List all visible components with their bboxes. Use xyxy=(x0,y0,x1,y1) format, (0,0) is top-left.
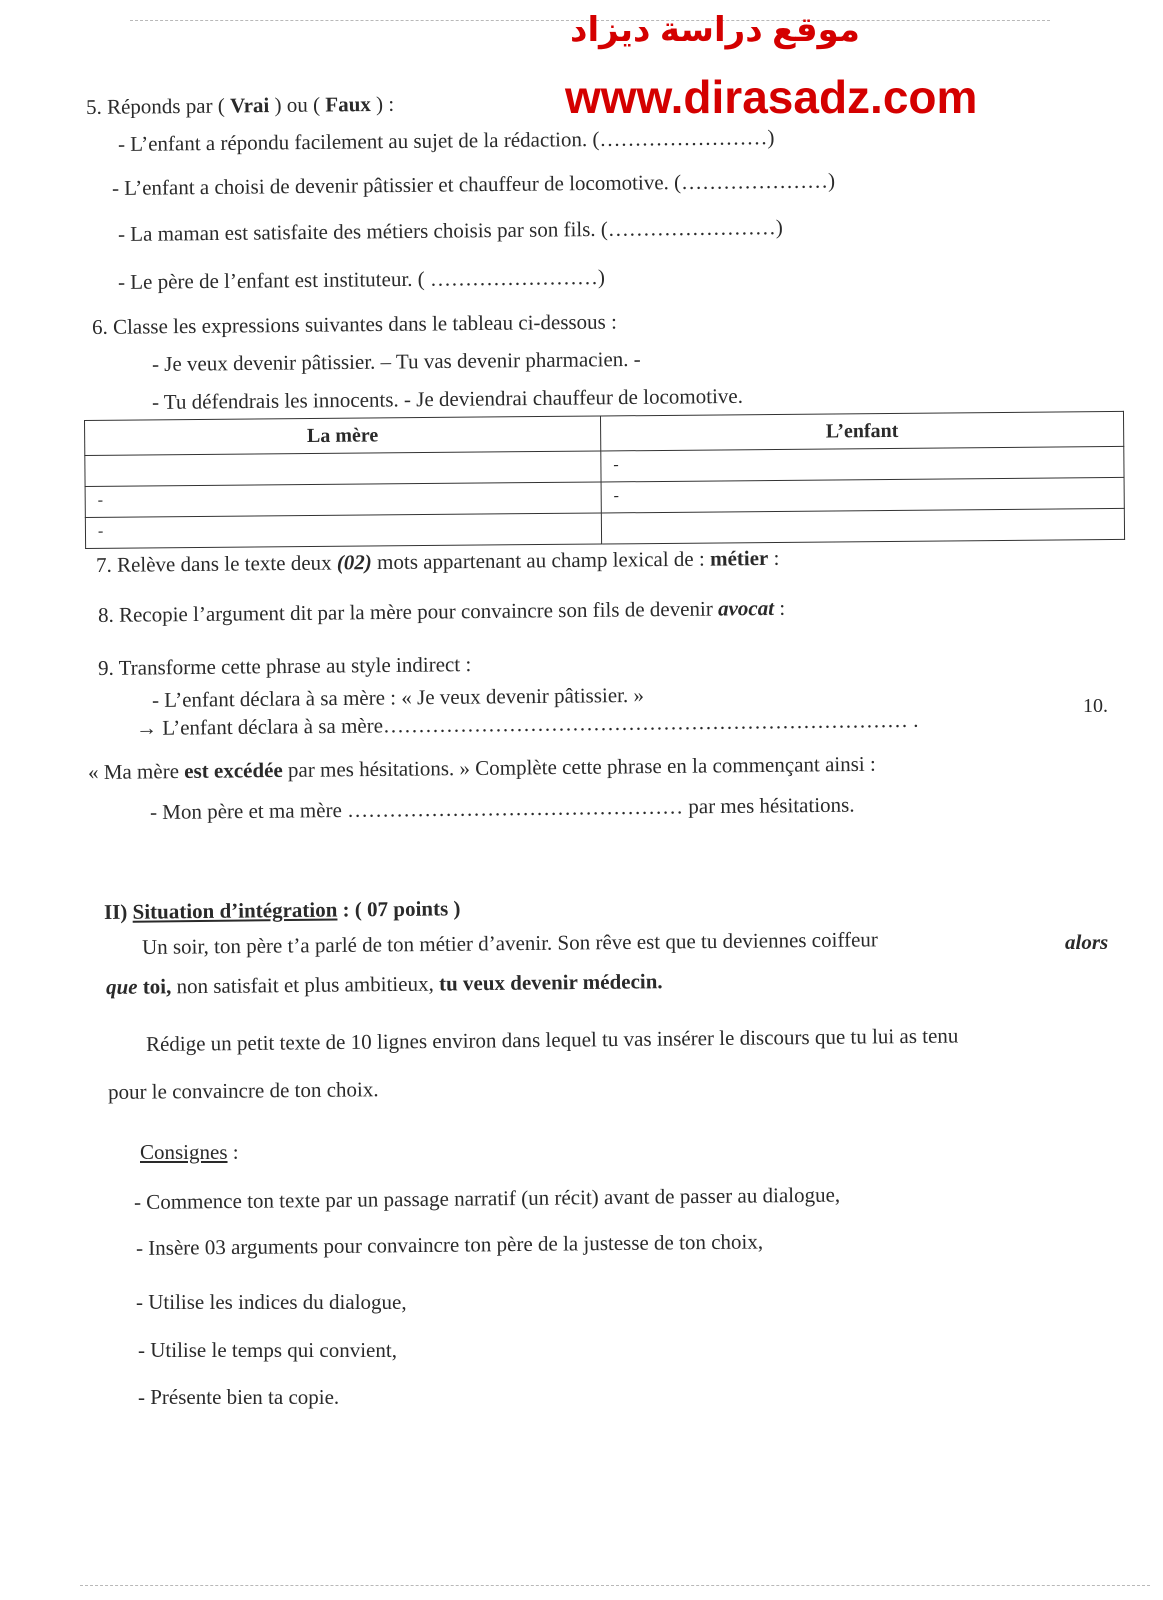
q8 xyxy=(98,596,785,628)
q8-before: 8. Recopie l’argument dit par la mère pour convaincre son fils de devenir xyxy=(97,596,719,627)
q10-before: « Ma mère xyxy=(87,758,185,784)
q10-statement xyxy=(88,752,876,785)
table-cell[interactable]: - xyxy=(601,477,1124,513)
q5-item-2: - L’enfant a choisi de devenir pâtissier et chauffeur de locomotive. (…………………) xyxy=(111,168,836,200)
q7 xyxy=(96,546,780,578)
scan-line-bottom xyxy=(80,1585,1150,1586)
q5-item-1: - L’enfant a répondu facilement au sujet de la rédaction. (……………………) xyxy=(117,125,775,156)
q9-title: 9. Transforme cette phrase au style indirect : xyxy=(97,652,472,680)
table-cell[interactable] xyxy=(601,508,1124,544)
section2-p1-line1: Un soir, ton père t’a parlé de ton métier d’avenir. Son rêve est que tu deviennes coiffeur xyxy=(141,927,878,959)
q7-after: : xyxy=(768,545,780,570)
section2-p1-c: tu veux devenir médecin. xyxy=(438,969,663,996)
consigne-item-3: - Utilise les indices du dialogue, xyxy=(136,1290,407,1314)
table-cell[interactable]: - xyxy=(85,482,601,518)
section2-p1-alors: alors xyxy=(1065,930,1109,954)
q6-line-2: - Tu défendrais les innocents. - Je deviendrai chauffeur de locomotive. xyxy=(151,383,744,414)
q7-before: 7. Relève dans le texte deux xyxy=(95,550,337,577)
table-cell[interactable]: - xyxy=(85,513,601,549)
q10-answer-line[interactable]: - Mon père et ma mère ………………………………………… par mes hésitations. xyxy=(149,792,855,824)
section2-p1-toi: toi, xyxy=(137,974,172,999)
consignes-colon: : xyxy=(227,1140,239,1164)
consigne-item-1: - Commence ton texte par un passage narratif (un récit) avant de passer au dialogue, xyxy=(133,1182,841,1214)
q8-word: avocat xyxy=(717,595,775,621)
q10-after: par mes hésitations. » Complète cette phrase en la commençant ainsi : xyxy=(282,751,876,782)
section2-p1-que: que xyxy=(105,974,138,999)
q9-answer-line[interactable]: → L’enfant déclara à sa mère………………………………………………………………… . xyxy=(135,707,919,740)
table-header-enfant: L’enfant xyxy=(600,411,1123,451)
q5-item-4: - Le père de l’enfant est instituteur. ( ……………………) xyxy=(117,264,606,294)
margin-number: 10. xyxy=(1083,695,1108,717)
watermark-url: www.dirasadz.com xyxy=(565,71,978,123)
q6-line-1: - Je veux devenir pâtissier. – Tu vas devenir pharmacien. - xyxy=(151,346,641,376)
consignes-heading xyxy=(140,1140,239,1165)
q5-title xyxy=(86,92,394,120)
q5-middle: ) ou ( xyxy=(269,92,326,118)
section2-p1-line2 xyxy=(106,969,663,1000)
q5-suffix: ) : xyxy=(370,91,395,117)
table-cell[interactable] xyxy=(85,451,601,487)
q10-bold: est excédée xyxy=(184,757,283,783)
section2-p1-b: non satisfait et plus ambitieux, xyxy=(171,971,440,999)
table-cell[interactable]: - xyxy=(601,446,1124,482)
watermark-arabic: موقع دراسة ديزاد xyxy=(570,11,860,49)
q5-faux: Faux xyxy=(325,92,371,117)
q7-count: (02) xyxy=(336,550,372,575)
q5-item-3: - La maman est satisfaite des métiers choisis par son fils. (……………………) xyxy=(117,215,783,246)
q7-middle: mots appartenant au champ lexical de : xyxy=(371,546,711,575)
table-header-mere: La mère xyxy=(85,416,601,456)
section2-num: II) xyxy=(103,899,133,924)
section2-points: : ( 07 points ) xyxy=(337,896,461,922)
consigne-item-2: - Insère 03 arguments pour convaincre ton père de la justesse de ton choix, xyxy=(135,1229,764,1260)
consignes-title: Consignes xyxy=(140,1140,228,1164)
section2-p2-line1: Rédige un petit texte de 10 lignes environ dans lequel tu vas insérer le discours que tu lui as tenu xyxy=(145,1023,959,1056)
section2-heading xyxy=(104,896,461,925)
section2-p2-line2: pour le convaincre de ton choix. xyxy=(107,1077,379,1104)
q5-prefix: 5. Réponds par ( xyxy=(85,93,231,119)
q6-title: 6. Classe les expressions suivantes dans le tableau ci-dessous : xyxy=(91,309,617,339)
consigne-item-5: - Présente bien ta copie. xyxy=(138,1385,340,1409)
q8-after: : xyxy=(773,595,786,620)
q5-vrai: Vrai xyxy=(229,93,270,118)
q9-quote-prefix: - L’enfant déclara à sa mère : xyxy=(151,685,402,712)
q9-quote xyxy=(152,683,644,713)
q7-word: métier xyxy=(709,545,769,571)
q9-quote-text: « Je veux devenir pâtissier. » xyxy=(401,682,645,710)
q6-table xyxy=(84,411,1125,549)
section2-title: Situation d’intégration xyxy=(132,897,338,924)
consigne-item-4: - Utilise le temps qui convient, xyxy=(138,1338,397,1362)
